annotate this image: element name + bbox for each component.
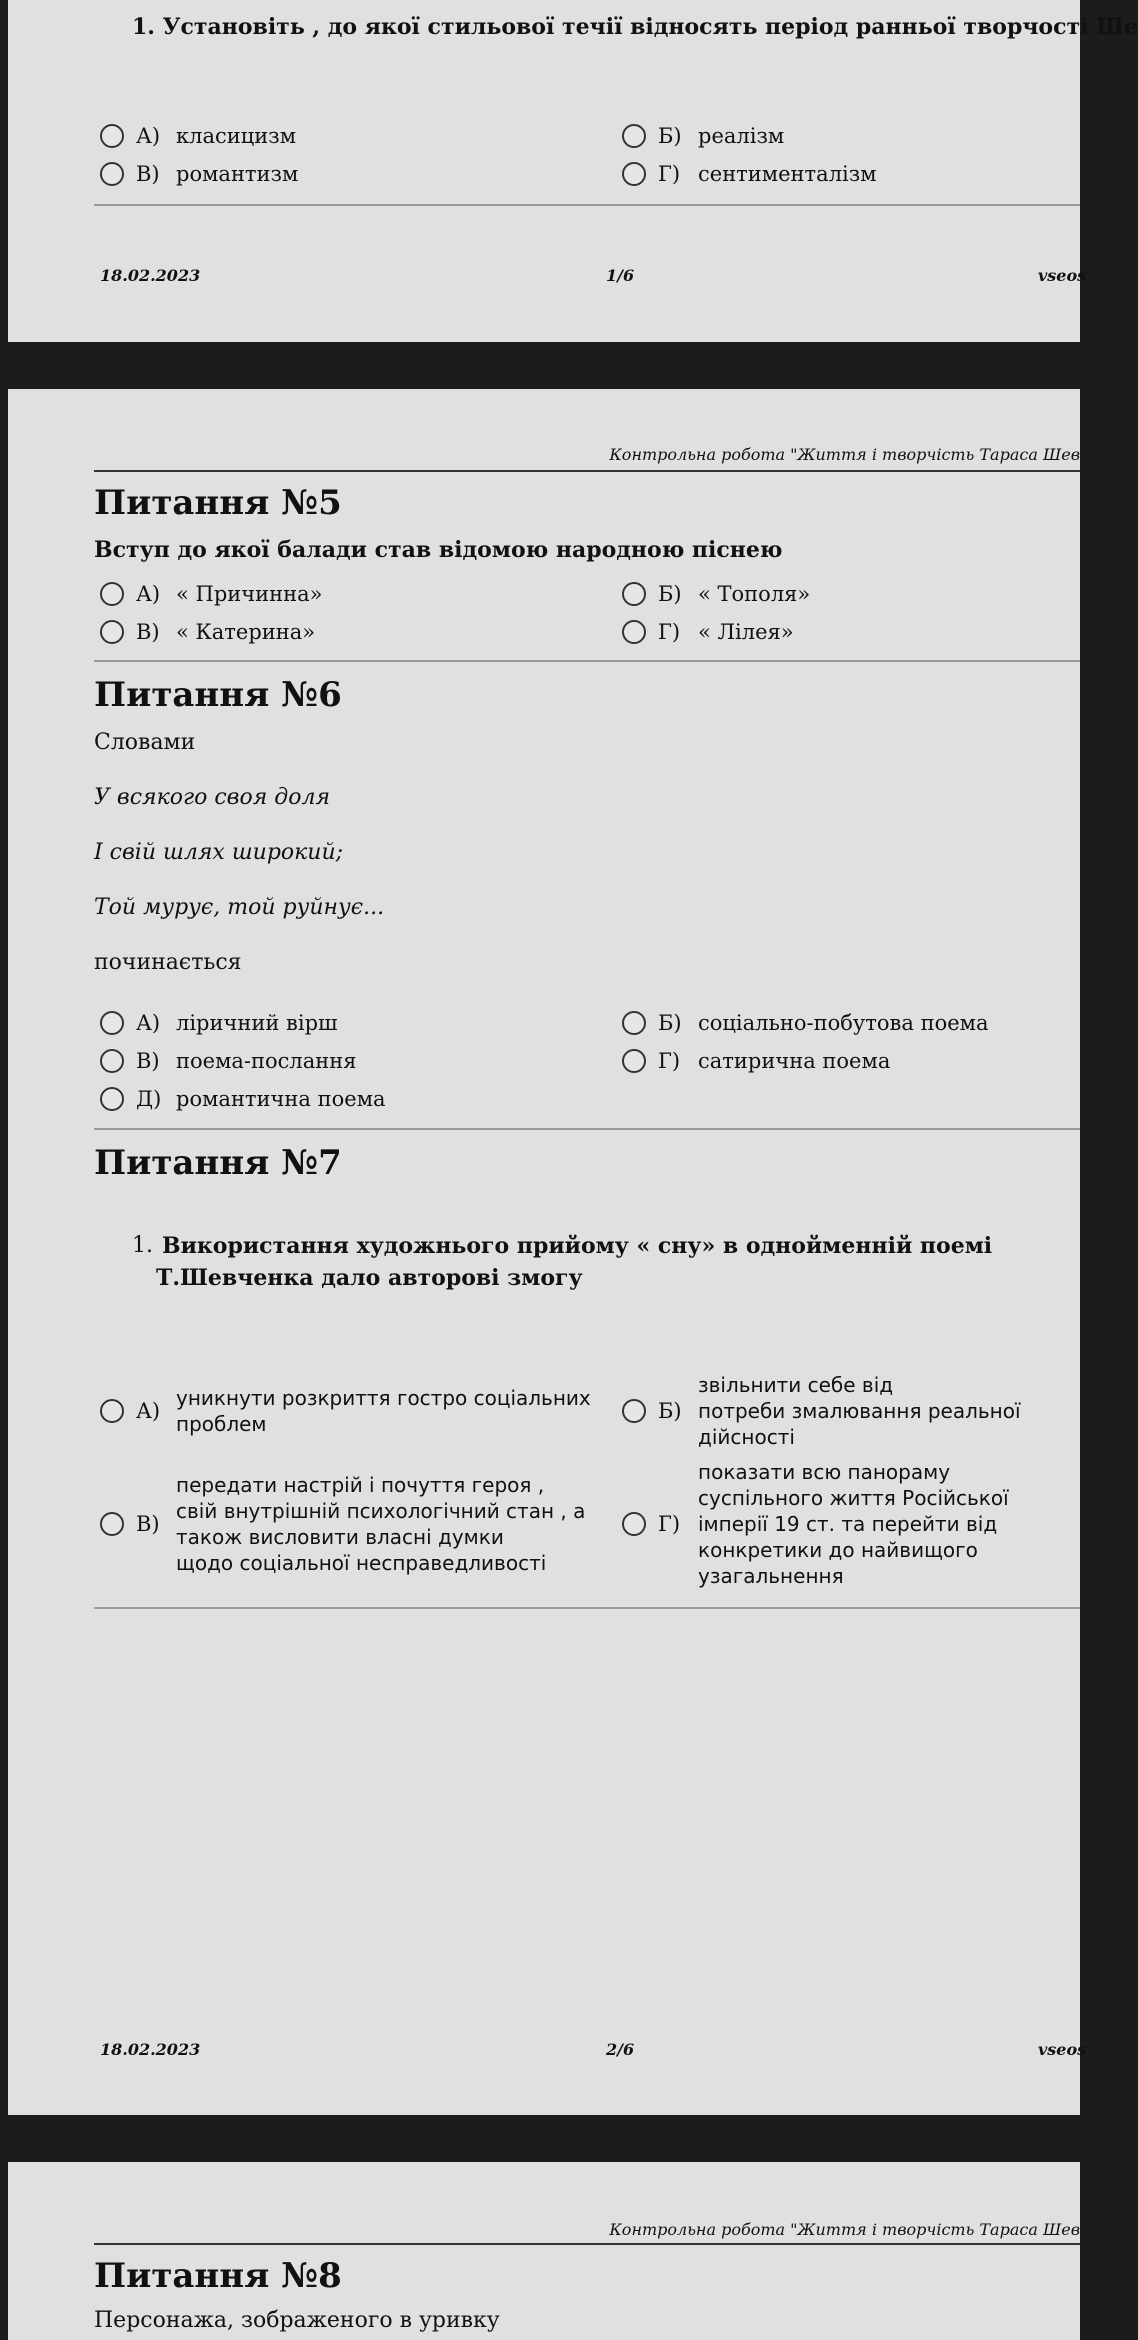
question-text: 1. Установіть , до якої стильової течії відносять період ранньої творчості Ше xyxy=(132,14,1138,40)
header-rule xyxy=(94,470,1080,472)
question-6-outro: починається xyxy=(94,950,242,975)
option-letter: Б) xyxy=(658,1399,682,1423)
footer-date: 18.02.2023 xyxy=(100,2040,201,2059)
radio-icon[interactable] xyxy=(622,1049,646,1073)
question-8-title: Питання №8 xyxy=(94,2256,342,2296)
question-7-text-line-1: Використання художнього прийому « сну» в однойменній поемі xyxy=(162,1233,993,1259)
running-header: Контрольна робота "Життя і творчість Тараса Шев xyxy=(609,2220,1080,2239)
option-letter: В) xyxy=(136,620,160,644)
option-letter: В) xyxy=(136,1049,160,1073)
answer-option-d[interactable] xyxy=(622,162,877,186)
q7-option-c[interactable] xyxy=(100,1472,585,1576)
q6-option-d[interactable] xyxy=(622,1049,890,1073)
option-text: звільнити себе від потреби змалювання реальної дійсності xyxy=(698,1373,1021,1449)
question-5-title: Питання №5 xyxy=(94,483,342,523)
footer-page-number: 2/6 xyxy=(606,2040,635,2059)
option-text: сентименталізм xyxy=(698,162,877,186)
option-text: передати настрій і почуття героя , свій внутрішній психологічний стан , а також висловити власні думки щодо соціальної несправедливості xyxy=(176,1473,586,1575)
option-text: сатирична поема xyxy=(698,1049,891,1073)
divider xyxy=(94,1128,1080,1130)
q5-option-d[interactable] xyxy=(622,620,794,644)
divider xyxy=(94,204,1080,206)
radio-icon[interactable] xyxy=(622,620,646,644)
page-3 xyxy=(8,2162,1080,2340)
radio-icon[interactable] xyxy=(100,1011,124,1035)
q5-option-b[interactable] xyxy=(622,582,810,606)
radio-icon[interactable] xyxy=(622,1399,646,1423)
q7-option-a[interactable] xyxy=(100,1385,591,1437)
q6-option-c[interactable] xyxy=(100,1049,357,1073)
option-letter: В) xyxy=(136,1512,160,1536)
footer-page-number: 1/6 xyxy=(606,266,635,285)
option-text: « Катерина» xyxy=(176,620,316,644)
option-text: поема-послання xyxy=(176,1049,357,1073)
option-text: « Лілея» xyxy=(698,620,794,644)
q6-option-a[interactable] xyxy=(100,1011,338,1035)
question-6-title: Питання №6 xyxy=(94,675,342,715)
poem-line-1: У всякого своя доля xyxy=(94,785,331,810)
running-header: Контрольна робота "Життя і творчість Тараса Шев xyxy=(609,445,1080,464)
divider xyxy=(94,660,1080,662)
radio-icon[interactable] xyxy=(100,1087,124,1111)
option-letter: Д) xyxy=(136,1087,162,1111)
question-7-title: Питання №7 xyxy=(94,1143,342,1183)
option-text: класицизм xyxy=(176,124,297,148)
option-letter: Г) xyxy=(658,1512,681,1536)
radio-icon[interactable] xyxy=(622,582,646,606)
option-letter: Г) xyxy=(658,162,681,186)
option-text: уникнути розкриття гостро соціальних проблем xyxy=(176,1386,591,1436)
poem-line-3: Той мурує, той руйнує... xyxy=(94,895,385,920)
q5-option-a[interactable] xyxy=(100,582,323,606)
option-text: ліричний вірш xyxy=(176,1011,338,1035)
radio-icon[interactable] xyxy=(100,1399,124,1423)
option-text: « Тополя» xyxy=(698,582,811,606)
header-rule xyxy=(94,2243,1080,2245)
option-text: соціально-побутова поема xyxy=(698,1011,989,1035)
option-letter: Г) xyxy=(658,620,681,644)
answer-option-c[interactable] xyxy=(100,162,298,186)
question-6-intro: Словами xyxy=(94,730,196,755)
answer-option-b[interactable] xyxy=(622,124,784,148)
option-text: романтизм xyxy=(176,162,299,186)
page-1 xyxy=(8,0,1138,342)
option-letter: Б) xyxy=(658,582,682,606)
option-text: реалізм xyxy=(698,124,785,148)
radio-icon[interactable] xyxy=(100,1512,124,1536)
poem-line-2: І свій шлях широкий; xyxy=(94,840,344,865)
radio-icon[interactable] xyxy=(622,124,646,148)
footer-site: vseos xyxy=(1038,2040,1087,2059)
question-7-text-line-2: Т.Шевченка дало авторові змогу xyxy=(156,1265,583,1291)
option-letter: А) xyxy=(136,1399,161,1423)
radio-icon[interactable] xyxy=(100,582,124,606)
page-2 xyxy=(8,389,1087,2115)
radio-icon[interactable] xyxy=(100,162,124,186)
option-letter: А) xyxy=(136,1011,161,1035)
radio-icon[interactable] xyxy=(622,1011,646,1035)
option-letter: А) xyxy=(136,124,161,148)
divider xyxy=(94,1607,1080,1609)
option-text: показати всю панораму суспільного життя Російської імперії 19 ст. та перейти від конкретики до найвищого узагальнення xyxy=(698,1460,1009,1588)
footer-date: 18.02.2023 xyxy=(100,266,201,285)
option-letter: В) xyxy=(136,162,160,186)
radio-icon[interactable] xyxy=(622,1512,646,1536)
option-text: « Причинна» xyxy=(176,582,323,606)
question-8-text: Персонажа, зображеного в уривку xyxy=(94,2308,500,2333)
q6-option-e[interactable] xyxy=(100,1087,386,1111)
question-7-number: 1. xyxy=(132,1233,153,1258)
radio-icon[interactable] xyxy=(100,124,124,148)
q5-option-c[interactable] xyxy=(100,620,315,644)
question-5-text: Вступ до якої балади став відомою народною піснею xyxy=(94,537,783,563)
radio-icon[interactable] xyxy=(100,620,124,644)
radio-icon[interactable] xyxy=(100,1049,124,1073)
option-letter: Г) xyxy=(658,1049,681,1073)
radio-icon[interactable] xyxy=(622,162,646,186)
option-letter: Б) xyxy=(658,124,682,148)
option-letter: Б) xyxy=(658,1011,682,1035)
q7-option-b[interactable] xyxy=(622,1372,1021,1450)
q6-option-b[interactable] xyxy=(622,1011,989,1035)
option-text: романтична поема xyxy=(176,1087,386,1111)
option-letter: А) xyxy=(136,582,161,606)
q7-option-d[interactable] xyxy=(622,1459,1009,1589)
footer-site: vseos xyxy=(1038,266,1087,285)
answer-option-a[interactable] xyxy=(100,124,296,148)
